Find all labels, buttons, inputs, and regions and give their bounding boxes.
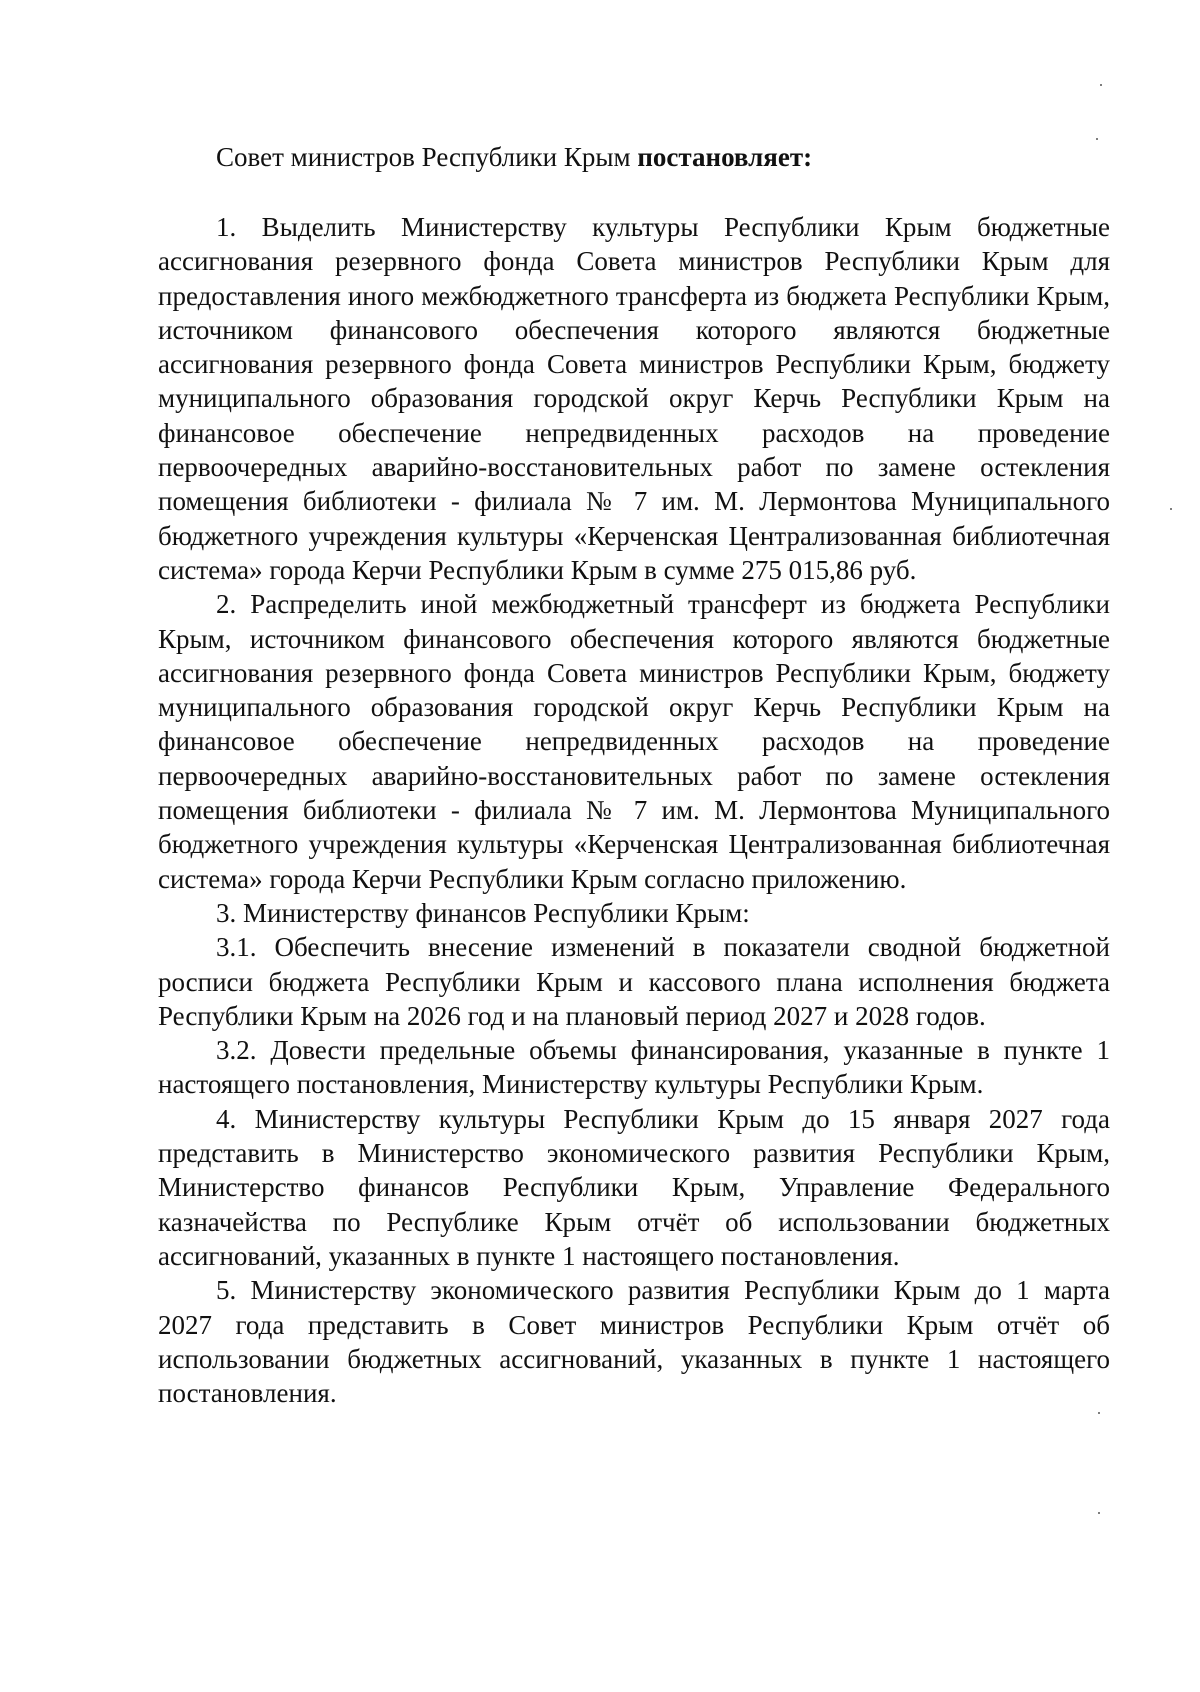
paragraph-3-2: 3.2. Довести предельные объемы финансирования, указанные в пункте 1 настоящего постановления, Министерству культуры Республики Крым. xyxy=(158,1035,1110,1100)
resolution-body xyxy=(158,210,1110,1410)
paragraph-2: 2. Распределить иной межбюджетный трансферт из бюджета Республики Крым, источником финансового обеспечения которого являются бюджетные ассигнования резервного фонда Совета министров Республики Крым, бюджету муниципального образования городской округ Керчь Республики Крым на финансовое обеспечение непредвиденных расходов на проведение первоочередных аварийно-восстановительных работ по замене остекления помещения библиотеки - филиала № 7 им. М. Лермонтова Муниципального бюджетного учреждения культуры «Керченская Централизованная библиотечная система» города Керчи Республики Крым согласно приложению. xyxy=(158,589,1110,894)
scan-speck xyxy=(1170,508,1172,510)
scan-speck xyxy=(1096,138,1098,140)
paragraph-5: 5. Министерству экономического развития Республики Крым до 1 марта 2027 года представить в Совет министров Республики Крым отчёт об использовании бюджетных ассигнований, указанных в пункте 1 настоящего постановления. xyxy=(158,1275,1110,1409)
resolution-preamble xyxy=(216,140,812,174)
preamble-text: Совет министров Республики Крым xyxy=(216,142,638,172)
paragraph-3-1: 3.1. Обеспечить внесение изменений в показатели сводной бюджетной росписи бюджета Республики Крым и кассового плана исполнения бюджета Республики Крым на 2026 год и на плановый период 2027 и 2028 годов. xyxy=(158,932,1110,1031)
scan-speck xyxy=(1098,1412,1100,1414)
preamble-emphasis: постановляет: xyxy=(637,142,813,172)
paragraph-1: 1. Выделить Министерству культуры Республики Крым бюджетные ассигнования резервного фонда Совета министров Республики Крым для предоставления иного межбюджетного трансферта из бюджета Республики Крым, источником финансового обеспечения которого являются бюджетные ассигнования резервного фонда Совета министров Республики Крым, бюджету муниципального образования городской округ Керчь Республики Крым на финансовое обеспечение непредвиденных расходов на проведение первоочередных аварийно-восстановительных работ по замене остекления помещения библиотеки - филиала № 7 им. М. Лермонтова Муниципального бюджетного учреждения культуры «Керченская Централизованная библиотечная система» города Керчи Республики Крым в сумме 275 015,86 руб. xyxy=(158,212,1110,585)
scan-speck xyxy=(1098,1512,1100,1514)
paragraph-3: 3. Министерству финансов Республики Крым: xyxy=(216,897,750,928)
scan-speck xyxy=(1100,84,1102,86)
paragraph-4: 4. Министерству культуры Республики Крым до 15 января 2027 года представить в Министерство экономического развития Республики Крым, Министерство финансов Республики Крым, Управление Федерального казначейства по Республике Крым отчёт об использовании бюджетных ассигнований, указанных в пункте 1 настоящего постановления. xyxy=(158,1103,1110,1271)
